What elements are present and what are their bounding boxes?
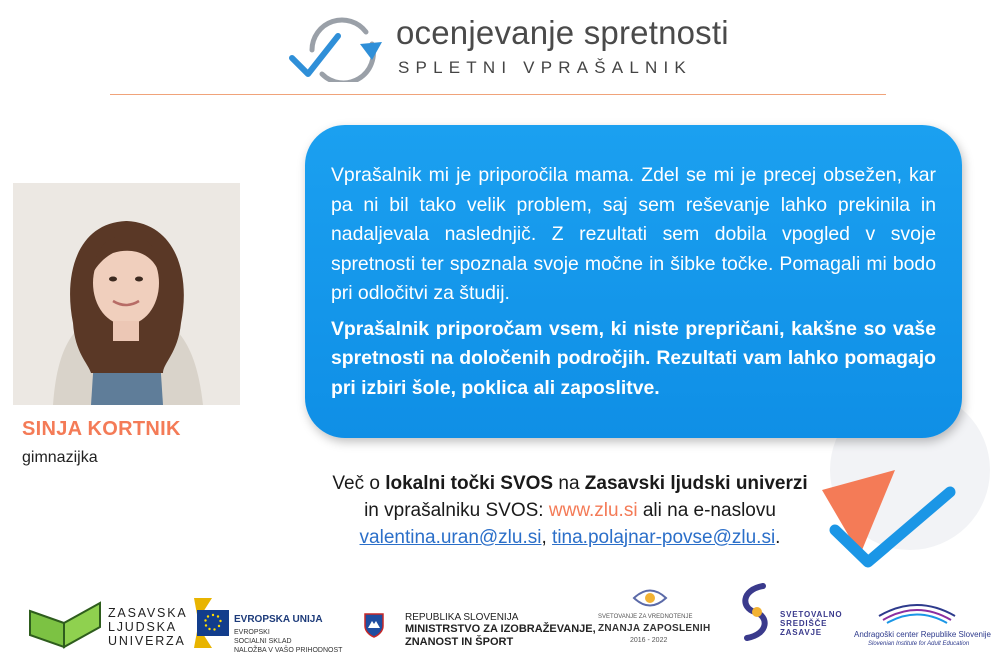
testimonial-bubble bbox=[305, 125, 962, 438]
ssz-logo-text: SVETOVALNO SREDIŠČE ZASAVJE bbox=[780, 610, 843, 637]
person-role: gimnazijka bbox=[22, 449, 98, 466]
portrait-photo bbox=[13, 183, 240, 405]
acs-logo-icon bbox=[877, 598, 957, 624]
acs-subtitle: Slovenian Institute for Adult Education bbox=[868, 641, 970, 647]
znanja-title: ZNANJA ZAPOSLENIH bbox=[598, 623, 711, 634]
brand-title: ocenjevanje spretnosti bbox=[396, 14, 729, 51]
testimonial-text: Vprašalnik mi je priporočila mama. Zdel se mi je precej obsežen, kar pa ni bil tako velik problem, saj sem reševanje lahko prekinila in nadaljevala naslednjič. Z rezultati sem dobila vpogled v svoje spretnosti ter spoznala svoje močne in šibke točke. Pomagali mi bodo pri odločitvi za študij. bbox=[331, 164, 936, 304]
ministry-line-3: ZNANOST IN ŠPORT bbox=[405, 636, 514, 648]
znanja-years: 2016 - 2022 bbox=[630, 637, 668, 644]
acs-title: Andragoški center Republike Slovenije bbox=[854, 630, 991, 639]
contact-line-2: in vprašalniku SVOS: www.zlu.si ali na e-naslovu bbox=[364, 500, 776, 521]
person-name: SINJA KORTNIK bbox=[22, 418, 181, 440]
institution-name: Zasavski ljudski univerzi bbox=[584, 473, 808, 494]
svos-point-label: lokalni točki SVOS bbox=[385, 473, 554, 494]
contact-info bbox=[290, 470, 850, 551]
contact-line-3: valentina.uran@zlu.si, tina.polajnar-povse@zlu.si. bbox=[359, 527, 781, 548]
brand-check-icon bbox=[288, 14, 384, 82]
eu-title: EVROPSKA UNIJA bbox=[234, 614, 323, 625]
eu-flag-icon bbox=[197, 610, 229, 636]
header-divider bbox=[110, 94, 886, 95]
decorative-check-icon bbox=[800, 470, 970, 590]
website-link[interactable]: www.zlu.si bbox=[548, 500, 638, 521]
ministry-line-1: REPUBLIKA SLOVENIJA bbox=[405, 612, 519, 623]
znanja-emblem-icon bbox=[632, 585, 668, 611]
eu-subtitle: EVROPSKI SOCIALNI SKLAD NALOŽBA V VAŠO PRIHODNOST bbox=[234, 629, 343, 654]
email-link-valentina[interactable]: valentina.uran@zlu.si bbox=[359, 527, 542, 548]
zlu-book-icon bbox=[28, 597, 102, 649]
znanja-subtitle: SVETOVANJE ZA VREDNOTENJE bbox=[598, 614, 693, 620]
email-link-tina[interactable]: tina.polajnar-povse@zlu.si bbox=[552, 527, 776, 548]
zlu-logo-text: ZASAVSKA LJUDSKA UNIVERZA bbox=[108, 606, 188, 648]
brand-subtitle: SPLETNI VPRAŠALNIK bbox=[398, 58, 692, 77]
slovenia-coat-of-arms-icon bbox=[363, 612, 385, 638]
contact-line-1: Več o lokalni točki SVOS na Zasavski ljudski univerzi bbox=[332, 473, 808, 494]
testimonial-recommendation: Vprašalnik priporočam vsem, ki niste prepričani, kakšne so vaše spretnosti na določenih področjih. Rezultati vam lahko pomagajo pri izbiri šole, poklica ali zaposlitve. bbox=[331, 317, 936, 399]
ssz-logo-icon bbox=[735, 582, 775, 642]
ministry-line-2: MINISTRSTVO ZA IZOBRAŽEVANJE, bbox=[405, 623, 596, 635]
